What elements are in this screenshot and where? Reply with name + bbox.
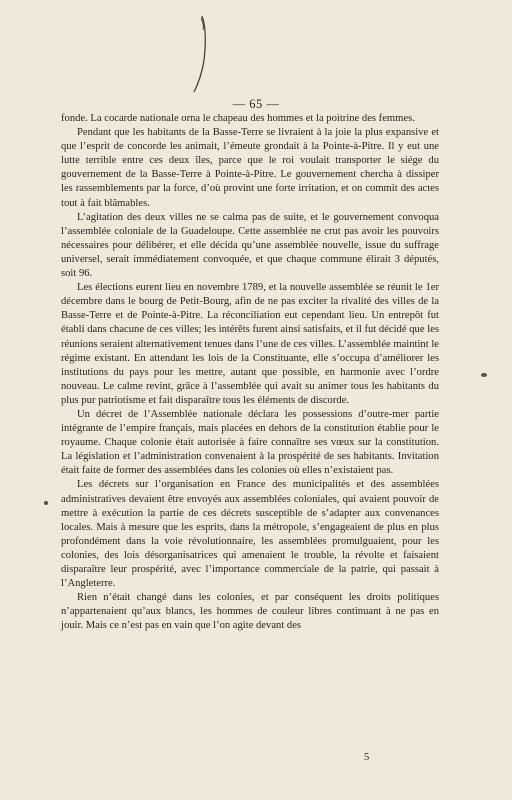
page-number: — 65 —: [232, 97, 280, 111]
paragraph: Pendant que les habitants de la Basse-Terre se livraient à la joie la plus expansive et que l’esprit de concorde les animait, l’émeute grondait à la Pointe-à-Pitre. Il y eut une lutte terrible entre ces deux îles, parce que le roi voulait transporter le siége du gouvernement de la Basse-Terre à Pointe-à-Pitre. Le gouvernement chercha à dissiper les rassemblements par la force, d’où provint une forte irritation, et on commit des actes tout à fait blâmables.: [61, 127, 439, 209]
signature-mark: 5: [364, 752, 370, 763]
paragraph: Les décrets sur l’organisation en France des municipalités et des assemblées administratives devaient être envoyés aux assemblées coloniales, qui avaient pouvoir de mettre à exécution la partie de ces décrets susceptible de s’adapter aux convenances locales. Mais à mesure que les esprits, dans la métropole, s’engageaient de plus en plus profondément dans la voie révolutionnaire, les assemblées promulguaient, pour les colonies, des lois désorganisatrices qui amenaient le trouble, la révolte et faisaient disparaître leur prospérité, avec l’importance commerciale de la patrie, qui passait à l’Angleterre.: [61, 479, 439, 590]
paragraph: Les élections eurent lieu en novembre 1789, et la nouvelle assemblée se réunit le 1er décembre dans le bourg de Petit-Bourg, afin de ne pas exciter la rivalité des villes de la Basse-Terre et de Pointe-à-Pitre. La réconciliation eut cependant lieu. Un entrepôt fut établi dans chacune de ces villes; les intérêts furent ainsi satisfaits, et il fut décidé que les réunions seraient alternativement tenues dans l’une de ces villes. L’assemblée maintint le régime existant. En attendant les lois de la Constituante, elle s’occupa d’améliorer les institutions du pays pour les mettre, autant que possible, en harmonie avec l’ordre nouveau. Le calme revint, grâce à l’assemblée qui avait su animer tous les habitants du plus pur patriotisme et fait disparaître tous les éléments de discorde.: [61, 282, 439, 406]
paragraph: Rien n’était changé dans les colonies, et par conséquent les droits politiques n’appartenaient qu’aux blancs, les hommes de couleur libres continuant à ne pas en jouir. Mais ce n’est pas en vain que l’on agite devant des: [61, 592, 439, 632]
scan-speck: [481, 373, 487, 377]
ink-stroke-mark: [190, 14, 214, 94]
scan-speck: [44, 501, 48, 505]
text-body: [61, 112, 439, 633]
paragraph: fonde. La cocarde nationale orna le chapeau des hommes et la poitrine des femmes.: [61, 113, 415, 124]
paragraph: L’agitation des deux villes ne se calma pas de suite, et le gouvernement convoqua l’assemblée coloniale de la Guadeloupe. Cette assemblée ne crut pas avoir les pouvoirs nécessaires pour délibérer, et elle décida qu’une assemblée nouvelle, issue du suffrage universel, serait immédiatement convoquée, et que chaque commune élirait 3 députés, soit 96.: [61, 211, 439, 280]
paragraph: Un décret de l’Assemblée nationale déclara les possessions d’outre-mer partie intégrante de l’empire français, mais placées en dehors de la constitution établie pour le royaume. Chaque colonie était autorisée à faire connaître ses vœux sur la constitution. La législation et l’administration convenaient à la prospérité de ses habitants. Invitation était faite de former des assemblées dans les colonies où elles n’existaient pas.: [61, 408, 439, 477]
